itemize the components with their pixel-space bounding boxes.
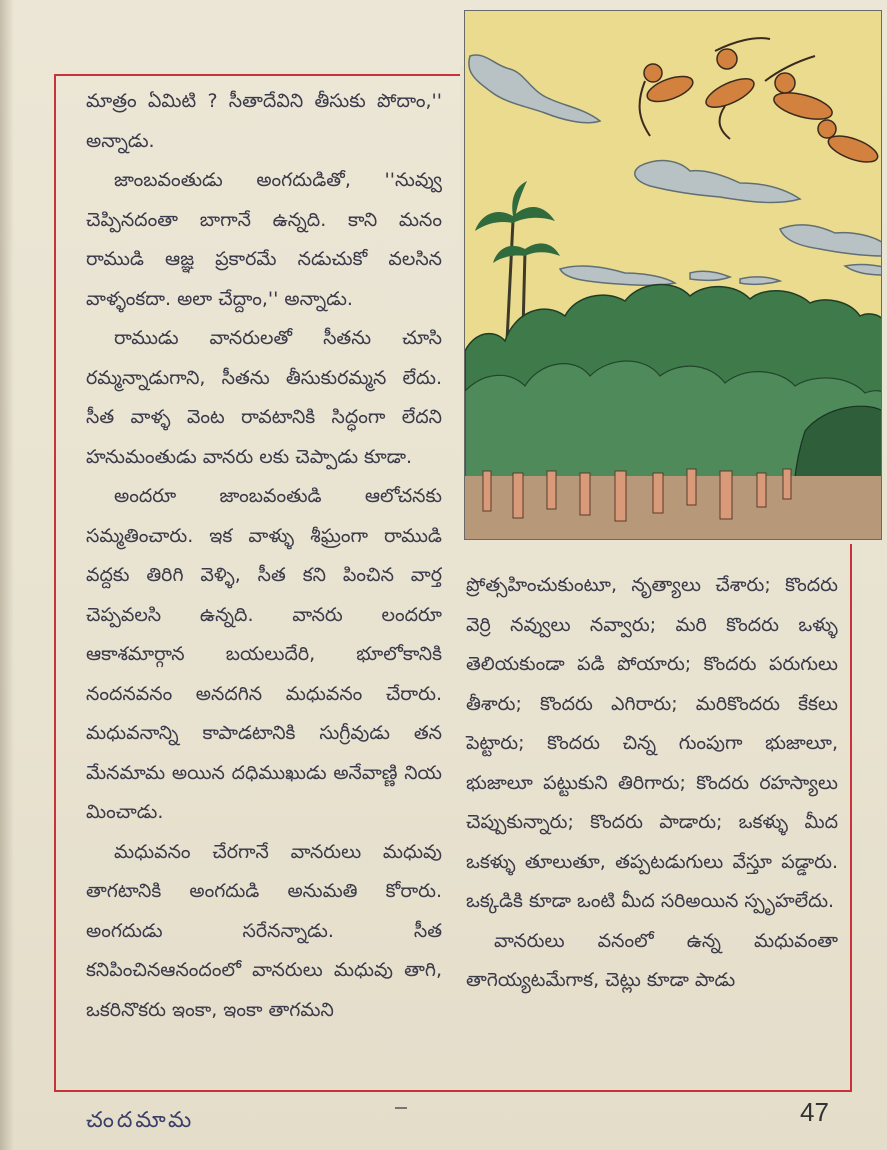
paragraph: రాముడు వానరులతో సీతను చూసి రమ్మన్నాడుగాని, సీతను తీసుకురమ్మన లేదు. సీత వాళ్ళ వెంట రావటానికి సిద్ధంగా లేదని హనుమంతుడు వానరు లకు చెప్పాడు కూడా. — [86, 327, 442, 468]
illustration-svg — [465, 11, 882, 540]
paragraph: జాంబవంతుడు అంగదుడితో, ''నువ్వు చెప్పినదంతా బాగానే ఉన్నది. కాని మనం రాముడి ఆజ్ఞ ప్రకారమే నడుచుకో వలసిన వాళ్ళంకదా. అలా చేద్దాం,'' అన్నాడు. — [86, 169, 442, 310]
page-number: 47 — [800, 1097, 829, 1127]
footer-divider — [395, 1107, 407, 1109]
paragraph: మాత్రం ఏమిటి ? సీతాదేవిని తీసుకు పోదాం,'' అన్నాడు. — [86, 90, 442, 152]
right-text-column — [466, 566, 838, 1001]
paragraph: వానరులు వనంలో ఉన్న మధువంతా తాగెయ్యటమేగాక, చెట్లు కూడా పాడు — [466, 929, 838, 991]
paragraph: ప్రోత్సహించుకుంటూ, నృత్యాలు చేశారు; కొందరు వెర్రి నవ్వులు నవ్వారు; మరి కొందరు ఒళ్ళు తెలియకుండా పడి పోయారు; కొందరు పరుగులు తీశారు; కొందరు ఎగిరారు; మరికొందరు కేకలు పెట్టారు; కొందరు చిన్న గుంపుగా భుజాలూ, భుజాలూ పట్టుకుని తిరిగారు; కొందరు రహస్యాలు చెప్పుకున్నారు; కొందరు పాడారు; ఒకళ్ళు మీద ఒకళ్ళు తూలుతూ, తప్పటడుగులు వేస్తూ పడ్డారు. ఒక్కడికి కూడా ఒంటి మీద సరిఅయిన స్పృహలేదు. — [466, 574, 838, 912]
paragraph: మధువనం చేరగానే వానరులు మధువు తాగటానికి అంగదుడి అనుమతి కోరారు. అంగదుడు సరేనన్నాడు. సీత కనిపించినఆనందంలో వానరులు మధువు తాగి, ఒకరినొకరు ఇంకా, ఇంకా తాగమని — [86, 840, 442, 1021]
page-binding-shadow — [0, 0, 14, 1150]
paragraph: అందరూ జాంబవంతుడి ఆలోచనకు సమ్మతించారు. ఇక వాళ్ళు శీఘ్రంగా రాముడి వద్దకు తిరిగి వెళ్ళి, సీత కని పించిన వార్త చెప్పవలసి ఉన్నది. వానరు లందరూ ఆకాశమార్గాన బయలుదేరి, భూలోకానికి నందనవనం అనదగిన మధువనం చేరారు. మధువనాన్ని కాపాడటానికి సుగ్రీవుడు తన మేనమామ అయిన దధిముఖుడు అనేవాణ్ణి నియ మించాడు. — [86, 485, 442, 823]
left-text-column — [86, 82, 442, 1030]
magazine-name: చందమామ — [86, 1108, 195, 1133]
ground — [465, 476, 882, 540]
forest-illustration — [464, 10, 882, 540]
